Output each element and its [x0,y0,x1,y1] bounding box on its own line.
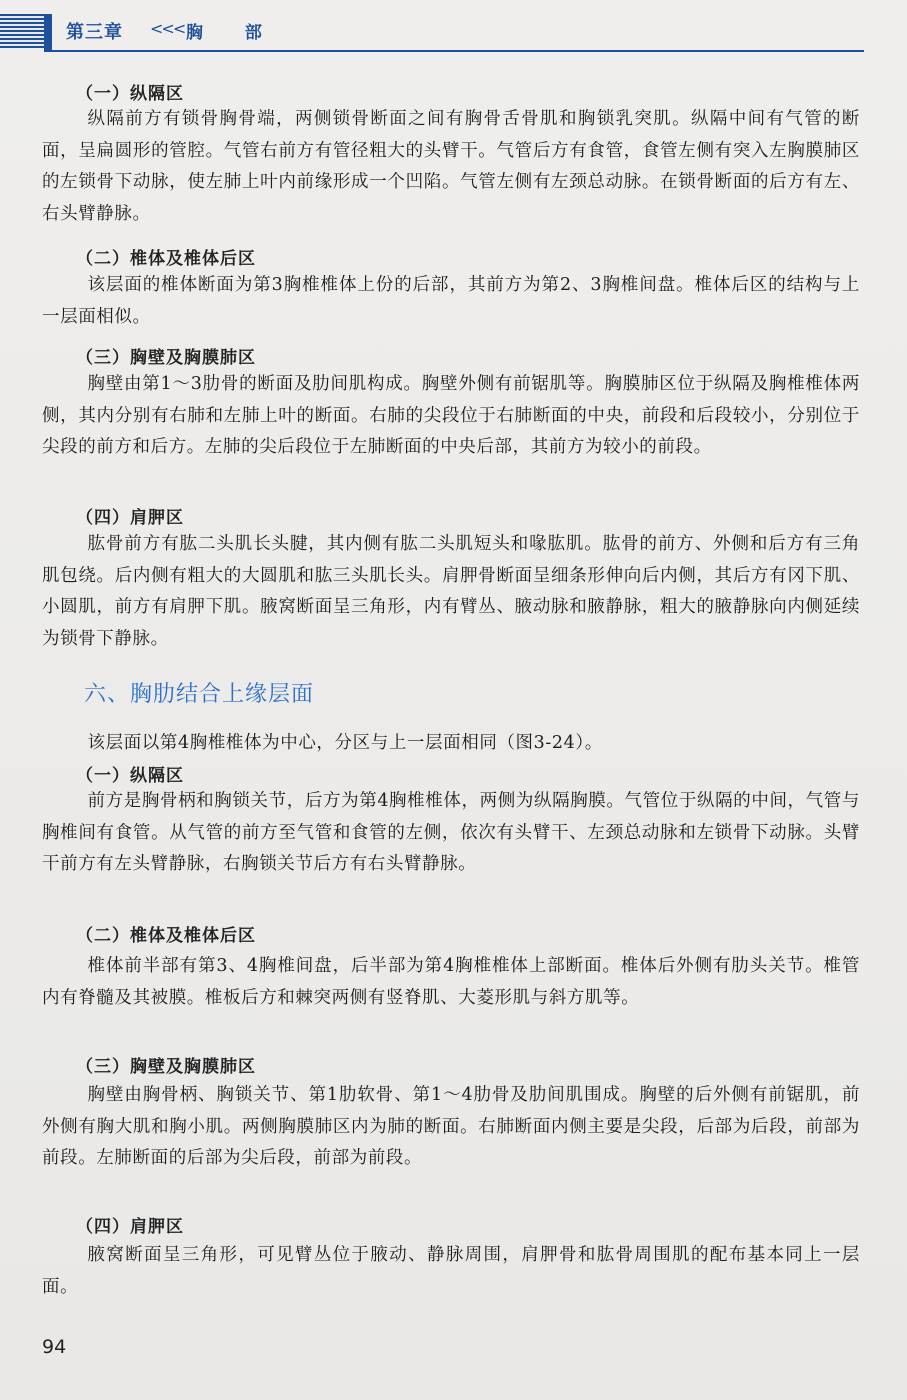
paragraph-scapular: 肱骨前方有肱二头肌长头腱，其内侧有肱二头肌短头和喙肱肌。肱骨的前方、外侧和后方有三角肌包绕。后内侧有粗大的大圆肌和肱三头肌长头。肩胛骨断面呈细条形伸向后内侧，其后方有冈下肌、小圆肌，前方有肩胛下肌。腋窝断面呈三角形，内有臂丛、腋动脉和腋静脉，粗大的腋静脉向内侧延续为锁骨下静脉。 [42,534,860,649]
running-header [0,0,907,58]
subheading-vertebral: （二）椎体及椎体后区 [76,249,256,269]
subheading-mediastinum-2: （一）纵隔区 [76,766,184,786]
chevron-left-icon: <<< [150,19,185,38]
paragraph-mediastinum-2: 前方是胸骨柄和胸锁关节，后方为第4胸椎椎体，两侧为纵隔胸膜。气管位于纵隔的中间，气管与胸椎间有食管。从气管的前方至气管和食管的左侧，依次有头臂干、左颈总动脉和左锁骨下动脉。头臂干前方有左头臂静脉，右胸锁关节后方有右头臂静脉。 [42,791,860,874]
subheading-vertebral-2: （二）椎体及椎体后区 [76,926,256,946]
header-bar-decoration [44,14,52,52]
paragraph-chest-wall-2: 胸壁由胸骨柄、胸锁关节、第1肋软骨、第1～4肋骨及肋间肌围成。胸壁的后外侧有前锯肌，前外侧有胸大肌和胸小肌。两侧胸膜肺区内为肺的断面。右肺断面内侧主要是尖段，后部为后段，前部为前段。左肺断面的后部为尖后段，前部为前段。 [42,1085,860,1168]
part-label: 胸 部 [186,23,280,43]
subheading-scapular: （四）肩胛区 [76,508,184,528]
page-number: 94 [42,1336,67,1358]
subheading-chest-wall-2: （三）胸壁及胸膜肺区 [76,1057,256,1077]
subheading-mediastinum: （一）纵隔区 [76,84,184,104]
paragraph-mediastinum: 纵隔前方有锁骨胸骨端，两侧锁骨断面之间有胸骨舌骨肌和胸锁乳突肌。纵隔中间有气管的断面，呈扁圆形的管腔。气管右前方有管径粗大的头臂干。气管后方有食管，食管左侧有突入左胸膜肺区的左锁骨下动脉，使左肺上叶内前缘形成一个凹陷。气管左侧有左颈总动脉。在锁骨断面的后方有左、右头臂静脉。 [42,109,860,224]
paragraph-vertebral-2: 椎体前半部有第3、4胸椎间盘，后半部为第4胸椎椎体上部断面。椎体后外侧有肋头关节。椎管内有脊髓及其被膜。椎板后方和棘突两侧有竖脊肌、大菱形肌与斜方肌等。 [42,956,860,1008]
header-rule [44,50,864,52]
chapter-label: 第三章 [66,22,123,43]
subheading-scapular-2: （四）肩胛区 [76,1217,184,1237]
paragraph-scapular-2: 腋窝断面呈三角形，可见臂丛位于腋动、静脉周围，肩胛骨和肱骨周围肌的配布基本同上一层面。 [42,1245,860,1297]
subheading-chest-wall: （三）胸壁及胸膜肺区 [76,348,256,368]
section-title: 六、胸肋结合上缘层面 [84,682,315,707]
header-stripe-decoration [0,14,44,48]
paragraph-vertebral: 该层面的椎体断面为第3胸椎椎体上份的后部，其前方为第2、3胸椎间盘。椎体后区的结构与上一层面相似。 [42,275,860,327]
paragraph-section-intro: 该层面以第4胸椎椎体为中心，分区与上一层面相同（图3-24）。 [87,733,603,753]
paragraph-chest-wall: 胸壁由第1～3肋骨的断面及肋间肌构成。胸壁外侧有前锯肌等。胸膜肺区位于纵隔及胸椎椎体两侧，其内分别有右肺和左肺上叶的断面。右肺的尖段位于右肺断面的中央，前段和后段较小，分别位于尖段的前方和后方。左肺的尖后段位于左肺断面的中央后部，其前方为较小的前段。 [42,374,860,457]
